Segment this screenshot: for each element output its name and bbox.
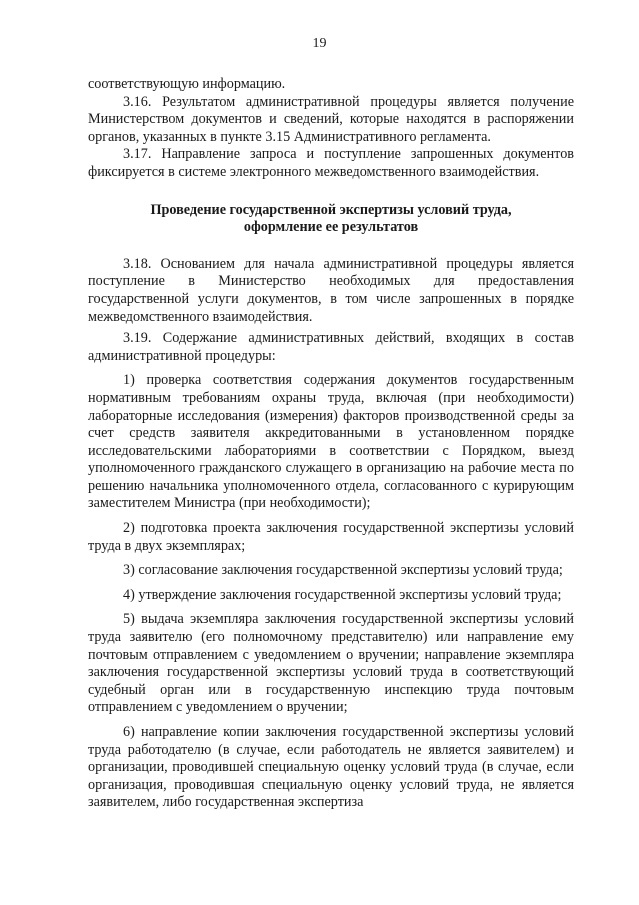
list-item-1: 1) проверка соответствия содержания документов государственным нормативным требованиям охраны труда, включая (при необходимости) лабораторные исследования (измерения) факторов производственной среды за счет средств заявителя аккредитованными в установленном порядке исследовательскими лабораториями в соответствии с Порядком, выезд уполномоченного гражданского служащего в организацию на рабочие места по решению начальника уполномоченного отдела, согласованного с курирующим заместителем Министра (при необходимости); [88, 372, 574, 512]
section-heading [88, 202, 574, 237]
section-heading-line-1: Проведение государственной экспертизы условий труда, [150, 201, 512, 218]
list-item-6: 6) направление копии заключения государственной экспертизы условий труда работодателю (в случае, если работодатель не является заявителем) и организации, проводившей специальную оценку условий труда (в случае, если организация, проводившая специальную оценку условий труда, не является заявителем, либо государственная экспертиза [88, 724, 574, 811]
list-item-3: 3) согласование заключения государственной экспертизы условий труда; [123, 562, 563, 579]
paragraph-3-18: 3.18. Основанием для начала административной процедуры является поступление в Министерство необходимых для предоставления государственной услуги документов, в том числе запрошенных в порядке межведомственного взаимодействия. [88, 255, 574, 325]
paragraph-3-19: 3.19. Содержание административных действий, входящих в состав административной процедуры: [88, 330, 574, 364]
page-number: 19 [312, 36, 327, 51]
paragraph-continuation: соответствующую информацию. [88, 76, 286, 92]
paragraph-3-17: 3.17. Направление запроса и поступление запрошенных документов фиксируется в системе электронного межведомственного взаимодействия. [88, 146, 574, 180]
section-heading-line-2: оформление ее результатов [243, 219, 419, 236]
paragraph-3-16: 3.16. Результатом административной процедуры является получение Министерством документов и сведений, которые находятся в распоряжении органов, указанных в пункте 3.15 Административного регламента. [88, 93, 574, 145]
document-body [88, 76, 574, 812]
list-item-5: 5) выдача экземпляра заключения государственной экспертизы условий труда заявителю (его полномочному представителю) или направление ему почтовым отправлением с уведомлением о вручении; направление экземпляра заключения государственной экспертизы условий труда в соответствующий судебный орган или в государственную инспекцию труда почтовым отправлением с уведомлением о вручении; [88, 611, 574, 716]
list-item-2: 2) подготовка проекта заключения государственной экспертизы условий труда в двух экземплярах; [88, 520, 574, 554]
list-item-4: 4) утверждение заключения государственной экспертизы условий труда; [123, 586, 562, 603]
